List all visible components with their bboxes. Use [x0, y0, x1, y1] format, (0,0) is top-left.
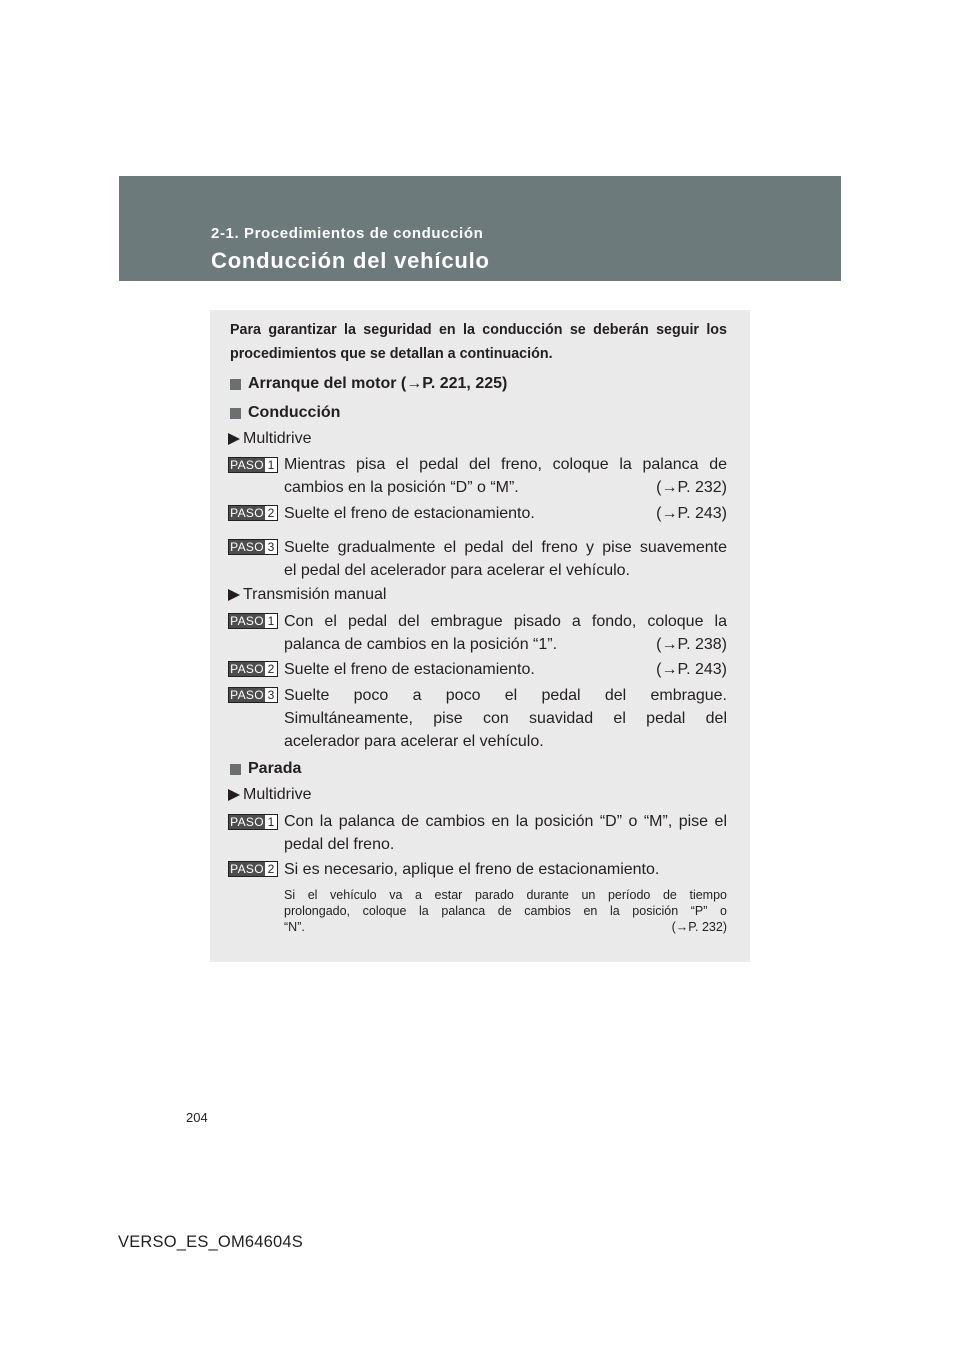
step-text: Si es necesario, aplique el freno de estacionamiento.: [284, 861, 660, 878]
page-title: Conducción del vehículo: [211, 248, 490, 273]
section-label: 2-1. Procedimientos de conducción: [211, 225, 484, 242]
triangle-bullet-icon: [228, 433, 240, 445]
intro-text: Para garantizar la seguridad en la conducción se deberán seguir los procedimientos que se detallan a continuación.: [230, 322, 727, 362]
step-text: Suelte el freno de estacionamiento. (→P. 243): [284, 502, 727, 525]
triangle-bullet-icon: [228, 589, 240, 601]
step-text: Mientras pisa el pedal del freno, coloque la palanca de cambios en la posición “D” o “M”. (→P. 232): [284, 453, 727, 499]
page-reference: (→P. 243): [656, 661, 727, 678]
page-reference: (→P. 232): [671, 920, 727, 934]
step-text: Suelte gradualmente el pedal del freno y pise suavemente el pedal del acelerador para acelerar el vehículo.: [284, 539, 727, 579]
step-badge: PASO 2: [228, 861, 278, 877]
page-reference: (→P. 232): [656, 479, 727, 496]
step-text: Con el pedal del embrague pisado a fondo, coloque la palanca de cambios en la posición “1”. (→P. 238): [284, 610, 727, 656]
step-badge: PASO 1: [228, 814, 278, 830]
step-badge: PASO 3: [228, 539, 278, 555]
subheading-manual: Transmisión manual: [228, 586, 386, 604]
step-badge: PASO 2: [228, 505, 278, 521]
step-text: Suelte el freno de estacionamiento. (→P. 243): [284, 658, 727, 681]
page-reference: (→P. 238): [656, 636, 727, 653]
procedure-box: [210, 310, 750, 962]
page-reference: (→P. 243): [656, 505, 727, 522]
subheading-multidrive: Multidrive: [228, 786, 311, 804]
subheading-multidrive: Multidrive: [228, 430, 311, 448]
triangle-bullet-icon: [228, 789, 240, 801]
step-text: Con la palanca de cambios en la posición “D” o “M”, pise el pedal del freno.: [284, 813, 727, 853]
heading-arranque: Arranque del motor (→P. 221, 225): [230, 375, 507, 393]
document-code: VERSO_ES_OM64604S: [118, 1233, 303, 1251]
step-badge: PASO 1: [228, 457, 278, 473]
step-badge: PASO 1: [228, 613, 278, 629]
page-number: 204: [186, 1110, 208, 1125]
heading-conduccion: Conducción: [230, 404, 340, 422]
square-bullet-icon: [230, 379, 241, 390]
heading-parada: Parada: [230, 760, 301, 778]
square-bullet-icon: [230, 764, 241, 775]
square-bullet-icon: [230, 408, 241, 419]
step-text: Suelte poco a poco el pedal del embrague. Simultáneamente, pise con suavidad el pedal del acelerador para acelerar el vehículo.: [284, 687, 727, 750]
step-badge: PASO 3: [228, 687, 278, 703]
note-text: Si el vehículo va a estar parado durante un período de tiempo prolongado, coloque la palanca de cambios en la posición “P” o “N”. (→P. 232): [284, 888, 727, 934]
step-badge: PASO 2: [228, 661, 278, 677]
section-header: [119, 176, 841, 281]
